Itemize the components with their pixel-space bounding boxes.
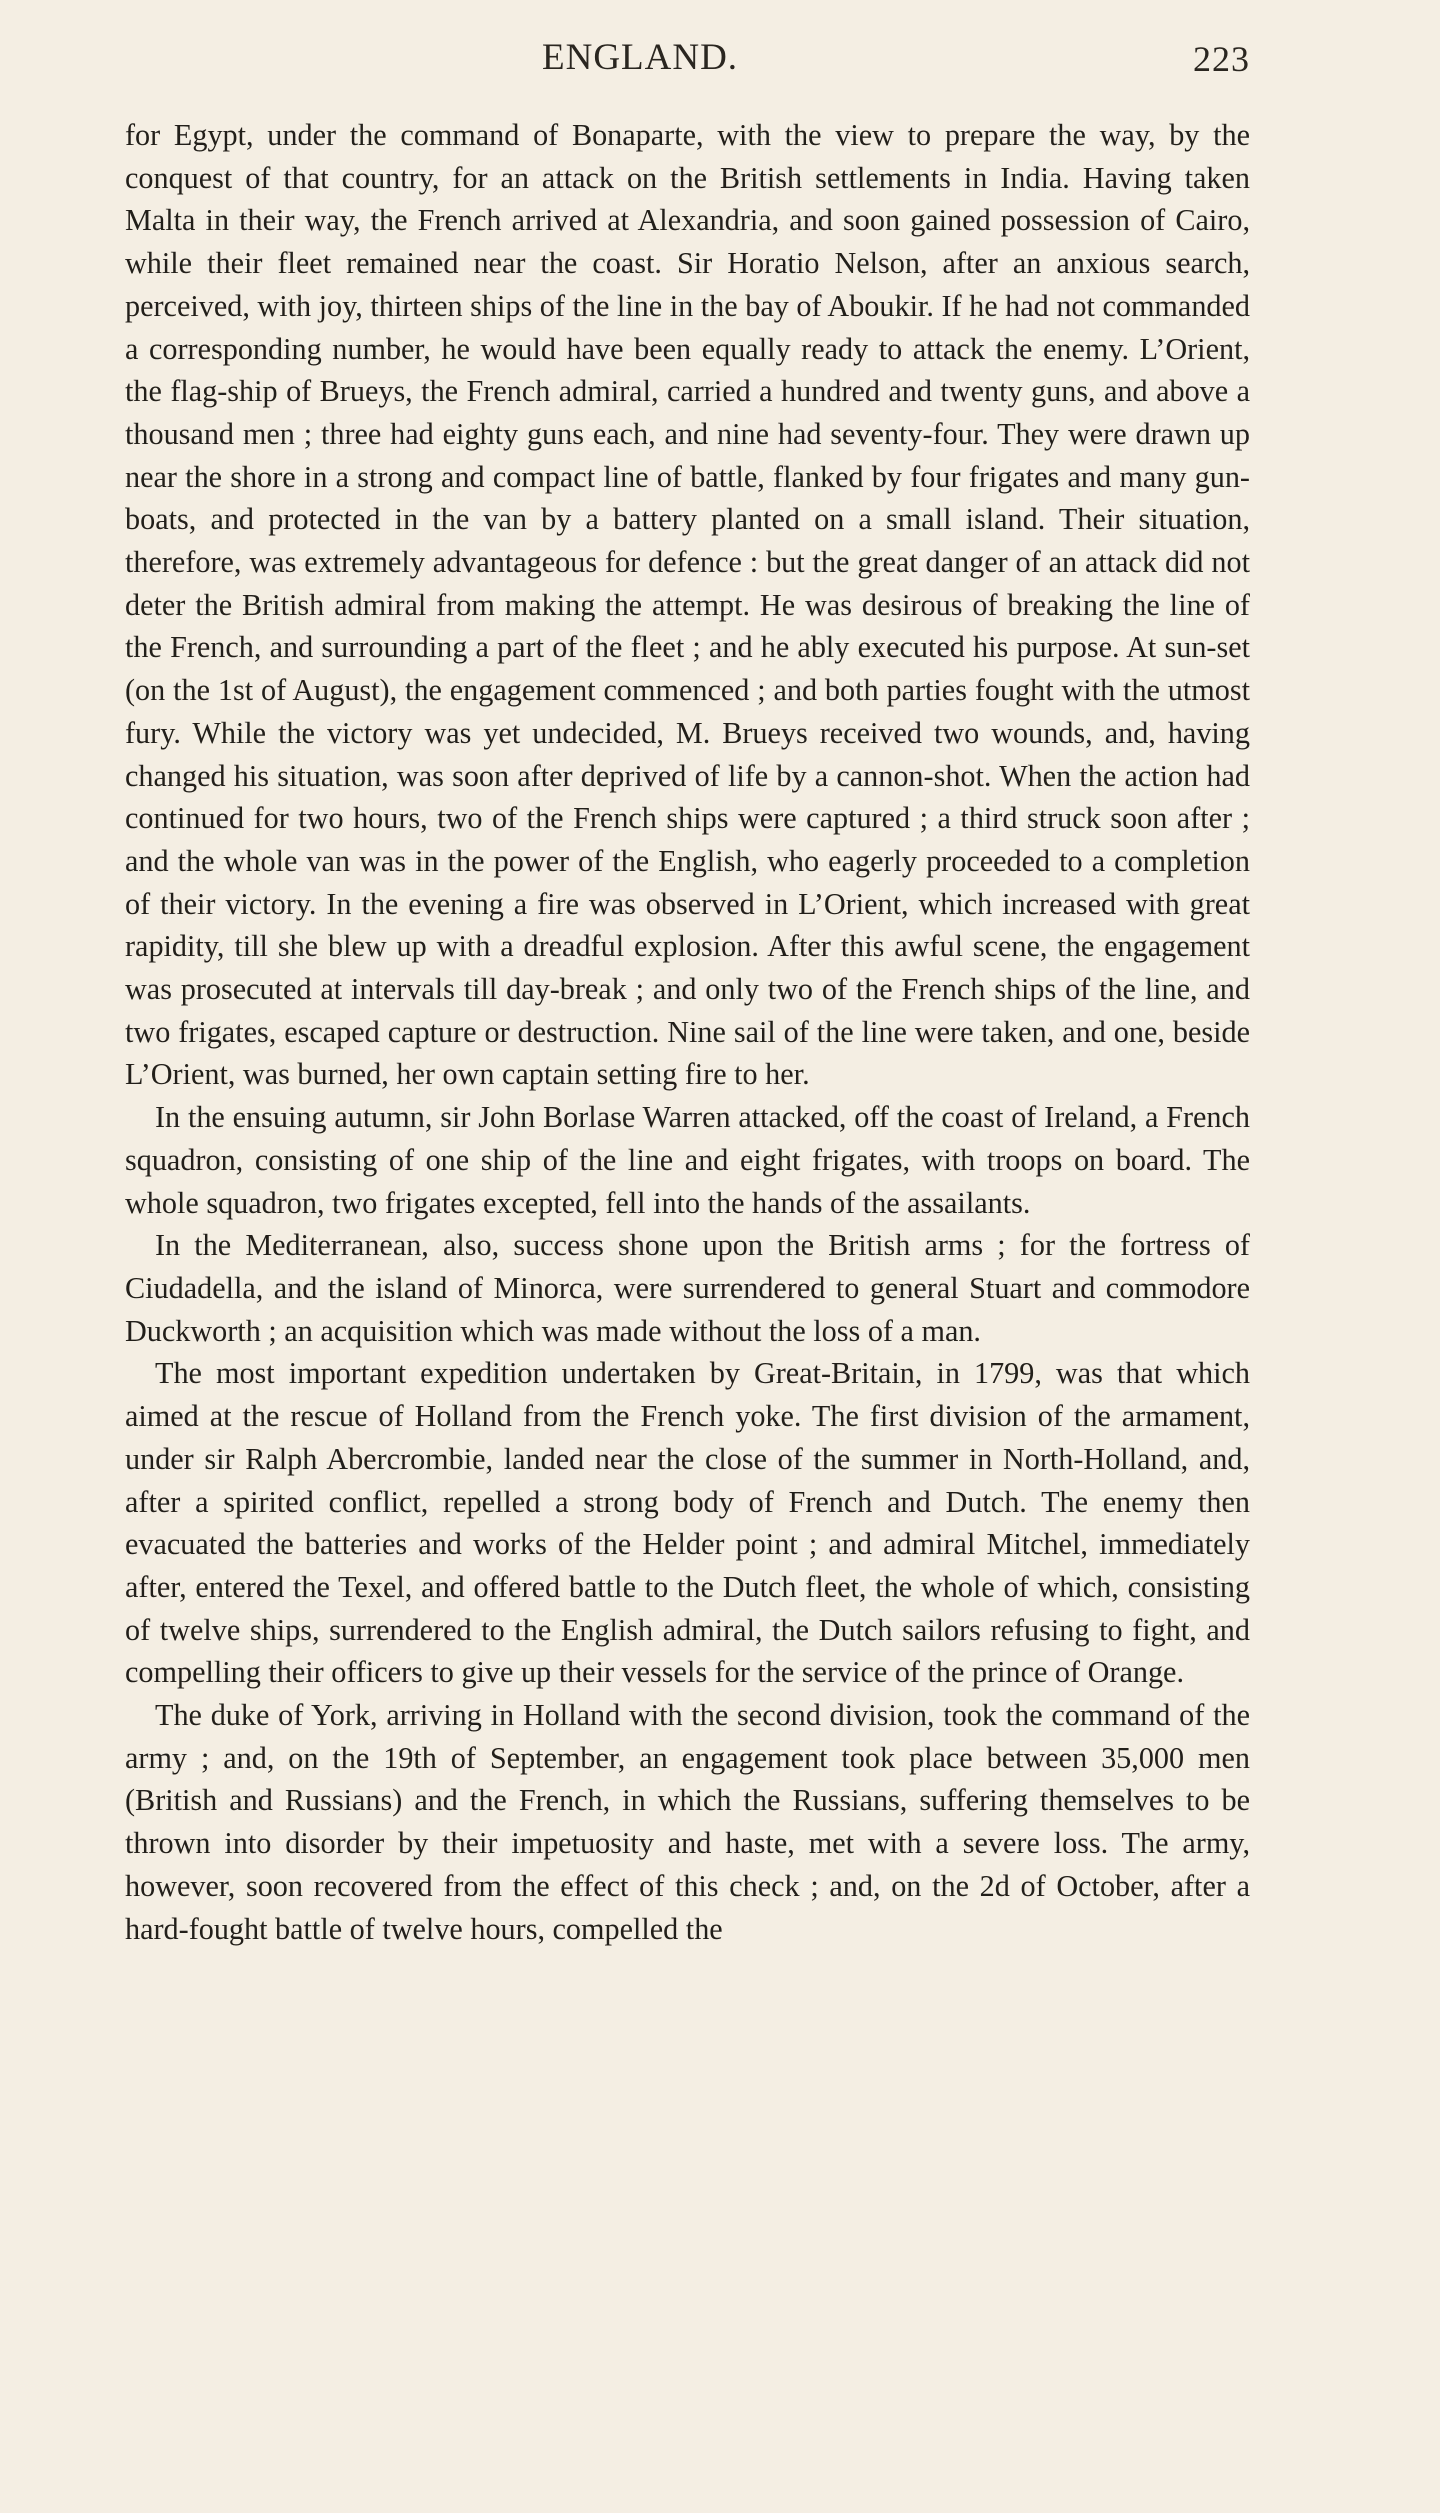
paragraph-minorca: In the Mediterranean, also, success shone upon the British arms ; for the fortress of Ciudadella, and the island of Minorca, were surrendered to general Stuart and commodore Duckworth ; an acquisition which was made without the loss of a man.	[125, 1228, 1250, 1348]
running-header	[125, 32, 1250, 92]
paragraph-warren: In the ensuing autumn, sir John Borlase Warren attacked, off the coast of Ireland, a French squadron, consisting of one ship of the line and eight frigates, with troops on board. The whole squadron, two frigates excepted, fell into the hands of the assailants.	[125, 1100, 1250, 1220]
page-number: 223	[1193, 39, 1250, 79]
running-title: ENGLAND.	[542, 37, 739, 78]
paragraph-duke-of-york: The duke of York, arriving in Holland with the second division, took the command of the army ; and, on the 19th of September, an engagement took place between 35,000 men (British and Russians) and the French, in which the Russians, suffering themselves to be thrown into disorder by their impetuosity and haste, met with a severe loss. The army, however, soon recovered from the effect of this check ; and, on the 2d of October, after a hard-fought battle of twelve hours, compelled the	[125, 1698, 1250, 1946]
paragraph-holland-expedition: The most important expedition undertaken by Great-Britain, in 1799, was that which aimed at the rescue of Holland from the French yoke. The first division of the armament, under sir Ralph Abercrombie, landed near the close of the summer in North-Holland, and, after a spirited conflict, repelled a strong body of French and Dutch. The enemy then evacuated the batteries and works of the Helder point ; and admiral Mitchel, immediately after, entered the Texel, and offered battle to the Dutch fleet, the whole of which, consisting of twelve ships, surrendered to the English admiral, the Dutch sailors refusing to fight, and compelling their officers to give up their vessels for the service of the prince of Orange.	[125, 1356, 1250, 1690]
body-text	[125, 114, 1250, 1950]
paragraph-aboukir: for Egypt, under the command of Bonaparte, with the view to prepare the way, by the conquest of that country, for an attack on the British settlements in India. Having taken Malta in their way, the French arrived at Alexandria, and soon gained possession of Cairo, while their fleet remained near the coast. Sir Horatio Nelson, after an anxious search, perceived, with joy, thirteen ships of the line in the bay of Aboukir. If he had not commanded a corresponding number, he would have been equally ready to attack the enemy. L’Orient, the flag-ship of Brueys, the French admiral, carried a hundred and twenty guns, and above a thousand men ; three had eighty guns each, and nine had seventy-four. They were drawn up near the shore in a strong and compact line of battle, flanked by four frigates and many gun-boats, and protected in the van by a battery planted on a small island. Their situation, therefore, was extremely advantageous for defence : but the great danger of an attack did not deter the British admiral from making the attempt. He was desirous of breaking the line of the French, and surrounding a part of the fleet ; and he ably executed his purpose. At sun-set (on the 1st of August), the engagement commenced ; and both parties fought with the utmost fury. While the victory was yet undecided, M. Brueys received two wounds, and, having changed his situation, was soon after deprived of life by a cannon-shot. When the action had continued for two hours, two of the French ships were captured ; a third struck soon after ; and the whole van was in the power of the English, who eagerly proceeded to a completion of their victory. In the evening a fire was observed in L’Orient, which increased with great rapidity, till she blew up with a dreadful explosion. After this awful scene, the engagement was prosecuted at intervals till day-break ; and only two of the French ships of the line, and two frigates, escaped capture or destruction. Nine sail of the line were taken, and one, beside L’Orient, was burned, her own captain setting fire to her.	[125, 118, 1250, 1092]
book-page	[125, 32, 1250, 1950]
